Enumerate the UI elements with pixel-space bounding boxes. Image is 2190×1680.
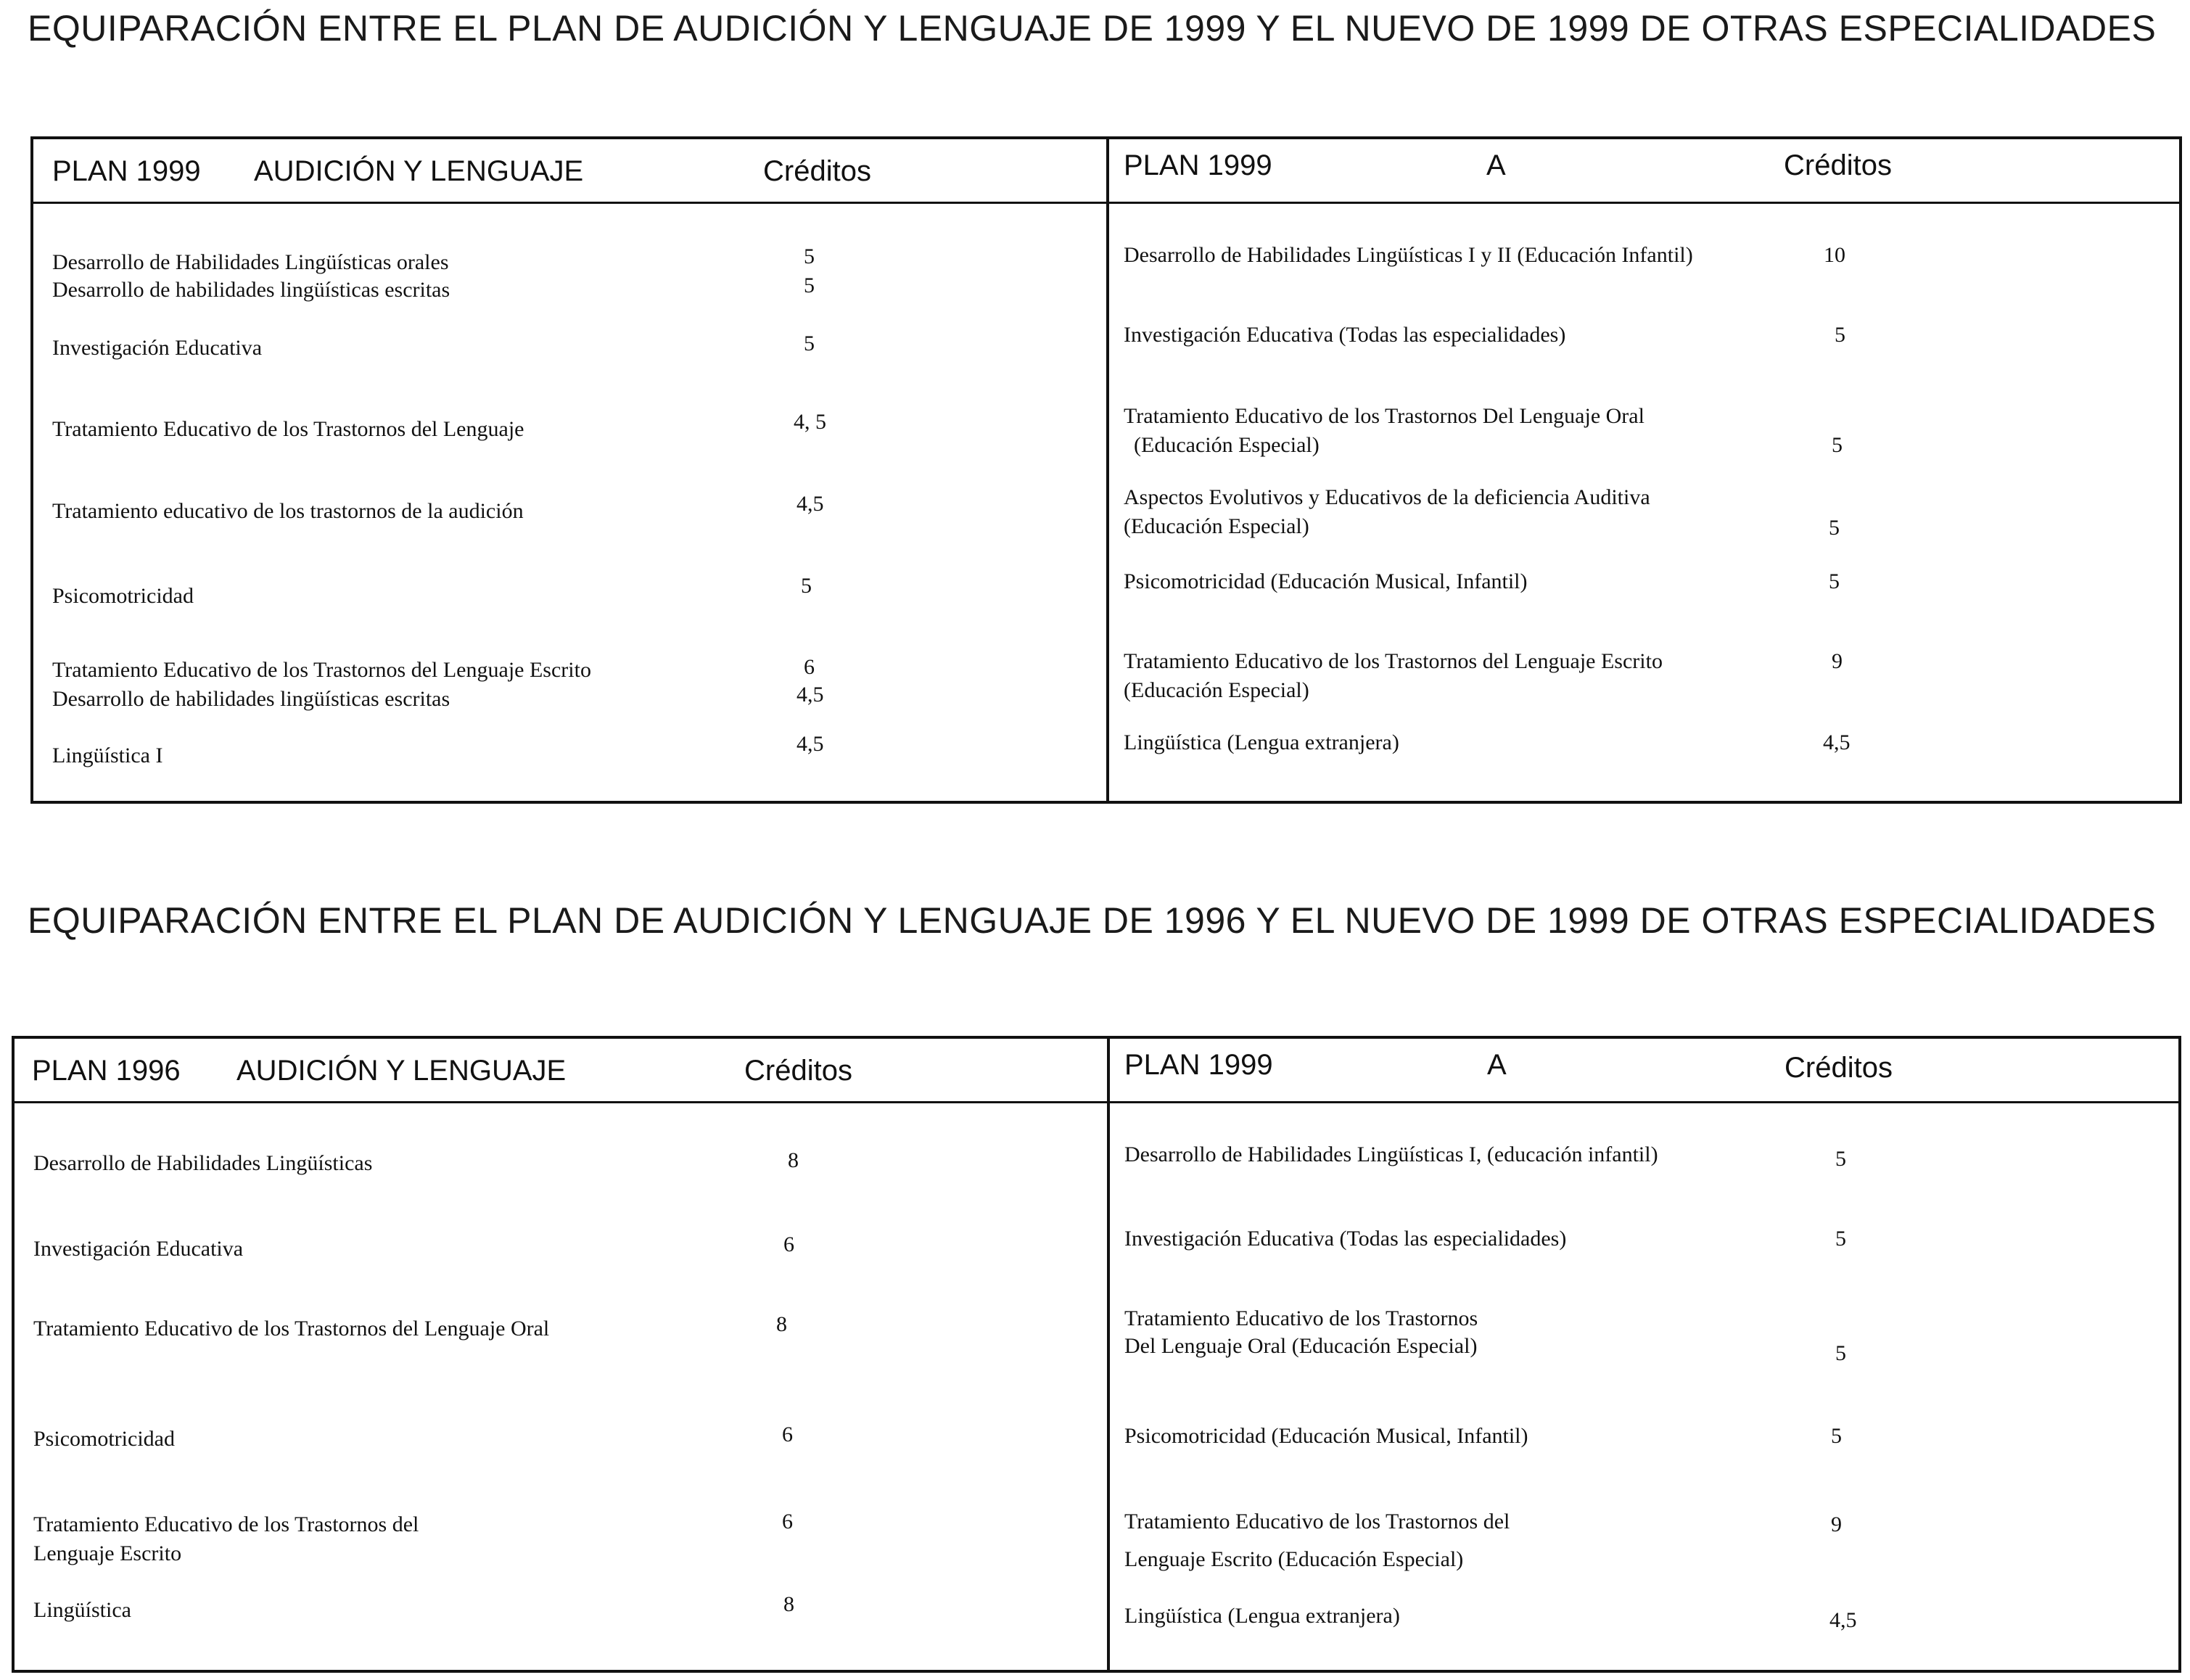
subject-cell: Tratamiento Educativo de los Trastornos del Lenguaje Escrito [52,658,591,682]
subject-cell: Desarrollo de Habilidades Lingüísticas I y II (Educación Infantil) [1124,243,1693,267]
credits-cell: 9 [1832,649,1843,673]
table-header [1109,139,2179,204]
subject-cell: Tratamiento Educativo de los Trastornos del [1124,1510,1510,1533]
credits-cell: 5 [1835,1341,1846,1365]
section-title: EQUIPARACIÓN ENTRE EL PLAN DE AUDICIÓN Y LENGUAJE DE 1996 Y EL NUEVO DE 1999 DE OTRAS ESPECIALIDADES [28,900,2157,941]
credits-cell: 6 [782,1422,793,1446]
credits-cell: 10 [1824,243,1845,267]
subject-cell: Tratamiento Educativo de los Trastornos Del Lenguaje Oral [1124,404,1644,428]
subject-cell: Desarrollo de Habilidades Lingüísticas [33,1151,373,1175]
credits-cell: 5 [1829,516,1840,540]
subject-cell: Psicomotricidad [33,1427,175,1451]
table-header [1110,1039,2178,1103]
credits-cell: 5 [1829,569,1840,593]
credits-cell: 8 [776,1312,787,1336]
credits-cell: 4,5 [796,732,824,756]
credits-header: Créditos [1784,149,1892,181]
subject-cell: Investigación Educativa [33,1237,244,1261]
subject-cell: Tratamiento educativo de los trastornos de la audición [52,499,524,523]
subject-cell: Desarrollo de Habilidades Lingüísticas I, (educación infantil) [1124,1142,1658,1166]
subject-cell: Investigación Educativa (Todas las especialidades) [1124,1227,1567,1251]
subject-cell-line2: Lenguaje Escrito (Educación Especial) [1124,1547,1464,1571]
credits-cell: 5 [1835,1147,1846,1171]
subject-cell: Desarrollo de Habilidades Lingüísticas orales [52,250,449,274]
specialty-label: AUDICIÓN Y LENGUAJE [254,155,584,187]
credits-cell: 6 [804,655,815,679]
right-column-plan-1999 [1107,1039,2178,1670]
subject-cell: Lingüística [33,1598,131,1622]
subject-cell-line2: Del Lenguaje Oral (Educación Especial) [1124,1334,1478,1358]
credits-cell: 8 [788,1148,799,1172]
subject-cell: Psicomotricidad (Educación Musical, Infantil) [1124,569,1528,593]
credits-header: Créditos [744,1055,852,1087]
credits-cell: 9 [1831,1512,1842,1536]
credits-cell: 5 [1832,433,1843,457]
subject-cell-line2: (Educación Especial) [1124,678,1309,702]
subject-cell: Desarrollo de habilidades lingüísticas escritas [52,278,450,302]
plan-label: PLAN 1999 [52,155,201,187]
credits-header: Créditos [1784,1052,1893,1084]
subject-cell: Investigación Educativa [52,336,263,360]
subject-cell: Aspectos Evolutivos y Educativos de la deficiencia Auditiva [1124,485,1650,509]
subject-cell: Psicomotricidad [52,584,194,608]
plan-label: PLAN 1996 [32,1055,181,1087]
subject-cell-line2: (Educación Especial) [1134,433,1320,457]
page-title: EQUIPARACIÓN ENTRE EL PLAN DE AUDICIÓN Y LENGUAJE DE 1999 Y EL NUEVO DE 1999 DE OTRAS ESPECIALIDADES [28,8,2157,49]
credits-cell: 8 [783,1592,794,1616]
subject-cell: Lingüística (Lengua extranjera) [1124,1604,1400,1628]
subject-cell: Tratamiento Educativo de los Trastornos del Lenguaje [52,417,524,441]
subject-cell-line2: (Educación Especial) [1124,514,1309,538]
subject-cell: Tratamiento Educativo de los Trastornos del Lenguaje Escrito [1124,649,1663,673]
left-column-plan-1996 [15,1039,1107,1670]
subject-cell: Tratamiento Educativo de los Trastornos del [33,1512,419,1536]
credits-cell: 5 [804,244,815,268]
left-column-plan-1999 [33,139,1106,801]
credits-cell: 6 [782,1510,793,1533]
subject-cell-line2: Lenguaje Escrito [33,1541,182,1565]
credits-cell: 5 [804,332,815,355]
credits-cell: 5 [804,273,815,297]
specialty-label: A [1487,1049,1507,1081]
plan-label: PLAN 1999 [1124,149,1272,181]
subject-cell: Lingüística I [52,744,163,767]
subject-cell: Tratamiento Educativo de los Trastornos [1124,1306,1478,1330]
table-header [33,139,1106,204]
credits-cell: 6 [783,1232,794,1256]
credits-cell: 5 [801,574,812,598]
equivalence-table-1996 [12,1036,2181,1673]
subject-cell: Tratamiento Educativo de los Trastornos del Lenguaje Oral [33,1317,550,1341]
specialty-label: A [1486,149,1506,181]
credits-cell: 4, 5 [794,410,826,434]
table-header [15,1039,1107,1103]
equivalence-table-1999 [30,136,2182,804]
credits-cell: 5 [1835,1227,1846,1251]
credits-cell: 4,5 [1823,730,1851,754]
credits-header: Créditos [763,155,871,187]
credits-cell: 5 [1835,323,1845,347]
subject-cell: Investigación Educativa (Todas las especialidades) [1124,323,1566,347]
right-column-plan-1999 [1106,139,2179,801]
credits-cell: 5 [1831,1424,1842,1448]
credits-cell: 4,5 [1829,1608,1857,1632]
subject-cell: Desarrollo de habilidades lingüísticas escritas [52,687,450,711]
plan-label: PLAN 1999 [1124,1049,1273,1081]
credits-cell: 4,5 [796,492,824,516]
specialty-label: AUDICIÓN Y LENGUAJE [236,1055,567,1087]
credits-cell: 4,5 [796,683,824,707]
subject-cell: Psicomotricidad (Educación Musical, Infantil) [1124,1424,1528,1448]
subject-cell: Lingüística (Lengua extranjera) [1124,730,1399,754]
